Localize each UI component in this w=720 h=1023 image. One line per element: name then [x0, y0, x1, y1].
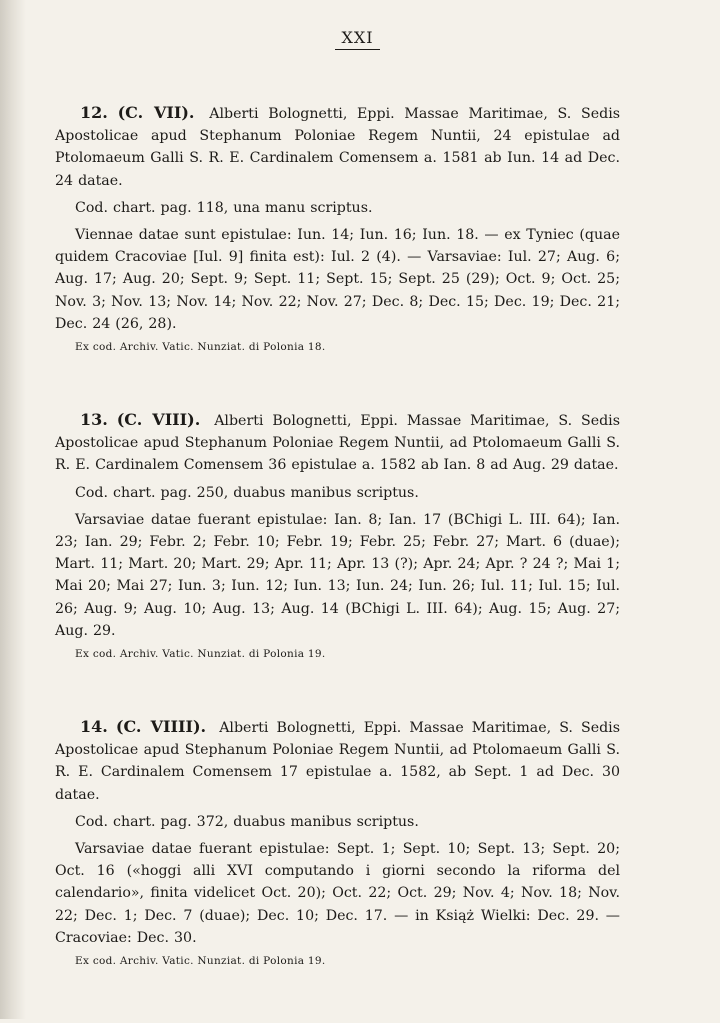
entry-title: Alberti Bolognetti, Eppi. Massae Maritimae, S. Sedis Apostolicae apud Stephanum Poloniae Regem Nuntii, ad Ptolomaeum Galli S. R. E. Cardinalem Comensem 17 epistulae a. 1582, ab Sept. 1 ad Dec. 30 datae. — [55, 720, 621, 803]
entry-codex: Cod. chart. pag. 372, duabus manibus scriptus. — [75, 813, 419, 830]
entry-title: Alberti Bolognetti, Eppi. Massae Maritimae, S. Sedis Apostolicae apud Stephanum Poloniae Regem Nuntii, 24 epistulae ad Ptolomaeum Galli S. R. E. Cardinalem Comensem a. 1581 ab Iun. 14 ad Dec. 24 datae. — [55, 106, 621, 189]
entry-number: 14. — [80, 717, 108, 737]
entry-signature: (C. VIIII). — [115, 717, 207, 737]
entry-title-paragraph — [55, 102, 620, 192]
entry-12 — [55, 102, 620, 353]
entry-13 — [55, 409, 620, 660]
entry-codex: Cod. chart. pag. 118, una manu scriptus. — [75, 199, 373, 216]
entry-signature: (C. VIII). — [116, 410, 201, 430]
entry-codex: Cod. chart. pag. 250, duabus manibus scriptus. — [75, 484, 419, 501]
entry-title-paragraph — [55, 409, 620, 477]
entry-14 — [55, 716, 620, 967]
entry-source: Ex cod. Archiv. Vatic. Nunziat. di Polonia 19. — [75, 648, 326, 661]
entry-details: Viennae datae sunt epistulae: Iun. 14; Iun. 16; Iun. 18. — ex Tyniec (quae quidem Cracoviae [Iul. 9] finita est): Iul. 2 (4). — Varsaviae: Iul. 27; Aug. 6; Aug. 17; Aug. 20; Sept. 9; Sept. 11; Sept. 15; Sept. 25 (29); Oct. 9; Oct. 25; Nov. 3; Nov. 13; Nov. 14; Nov. 22; Nov. 27; Dec. 8; Dec. 15; Dec. 19; Dec. 21; Dec. 24 (26, 28). — [55, 227, 620, 332]
entry-title: Alberti Bolognetti, Eppi. Massae Maritimae, S. Sedis Apostolicae apud Stephanum Poloniae Regem Nuntii, ad Ptolomaeum Galli S. R. E. Cardinalem Comensem 36 epistulae a. 1582 ab Ian. 8 ad Aug. 29 datae. — [55, 413, 620, 474]
page-number: XXI — [335, 28, 379, 50]
page-edge-shadow — [0, 0, 26, 1019]
running-head — [55, 28, 620, 50]
entry-number: 12. — [80, 103, 108, 122]
entry-source: Ex cod. Archiv. Vatic. Nunziat. di Polonia 18. — [75, 341, 326, 354]
entry-number: 13. — [80, 410, 108, 430]
entry-details: Varsaviae datae fuerant epistulae: Sept. 1; Sept. 10; Sept. 13; Sept. 20; Oct. 16 («hoggi alli XVI computando i giorni secondo la riforma del calendario», finita videlicet Oct. 20); Oct. 22; Oct. 29; Nov. 4; Nov. 18; Nov. 22; Dec. 1; Dec. 7 (duae); Dec. 10; Dec. 17. — in Książ Wielki: Dec. 29. — Cracoviae: Dec. 30. — [55, 841, 620, 946]
entry-signature: (C. VII). — [117, 103, 195, 122]
entry-source: Ex cod. Archiv. Vatic. Nunziat. di Polonia 19. — [75, 955, 326, 968]
entry-title-paragraph — [55, 716, 620, 806]
document-page — [55, 28, 620, 1023]
entry-details: Varsaviae datae fuerant epistulae: Ian. 8; Ian. 17 (BChigi L. III. 64); Ian. 23; Ian. 29; Febr. 2; Febr. 10; Febr. 19; Febr. 25; Febr. 27; Mart. 6 (duae); Mart. 11; Mart. 20; Mart. 29; Apr. 11; Apr. 13 (?); Apr. 24; Apr. ? 24 ?; Mai 1; Mai 20; Mai 27; Iun. 3; Iun. 12; Iun. 13; Iun. 24; Iun. 26; Iul. 11; Iul. 15; Iul. 26; Aug. 9; Aug. 10; Aug. 13; Aug. 14 (BChigi L. III. 64); Aug. 15; Aug. 27; Aug. 29. — [55, 511, 620, 639]
